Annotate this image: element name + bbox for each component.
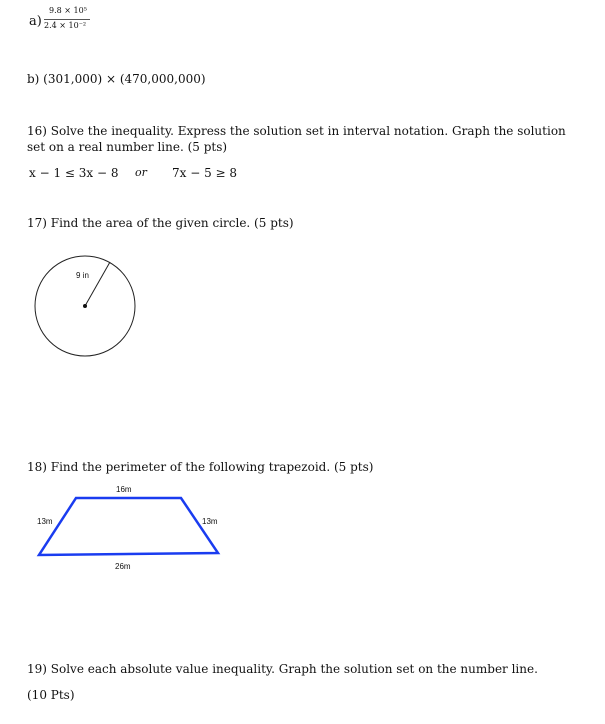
trapezoid-top-label: 16m [116,485,132,494]
part-b: b) (301,000) × (470,000,000) [27,72,206,86]
radius-label: 9 in [76,271,89,280]
q18-text: 18) Find the perimeter of the following trapezoid. (5 pts) [27,460,374,474]
radius-line [85,262,110,306]
trapezoid-bottom-label: 26m [115,562,131,571]
inequality-or: or [135,166,147,179]
center-point [83,304,87,308]
inequality-left: x − 1 ≤ 3x − 8 [29,166,119,180]
trapezoid-left-label: 13m [37,517,53,526]
q19-line1: 19) Solve each absolute value inequality. Graph the solution set on the number line. [27,662,538,676]
fraction-denominator: 2.4 × 10⁻² [44,21,87,30]
q16-line1: 16) Solve the inequality. Express the solution set in interval notation. Graph the solution [27,124,566,138]
q19-line2: (10 Pts) [27,688,75,702]
q16-line2: set on a real number line. (5 pts) [27,140,228,154]
trapezoid-figure [39,498,218,555]
inequality-right: 7x − 5 ≥ 8 [172,166,238,180]
q17-text: 17) Find the area of the given circle. (5 pts) [27,216,294,230]
trapezoid-right-label: 13m [202,517,218,526]
fraction-numerator: 9.8 × 10⁵ [49,6,87,15]
part-a-label: a) [29,14,42,29]
